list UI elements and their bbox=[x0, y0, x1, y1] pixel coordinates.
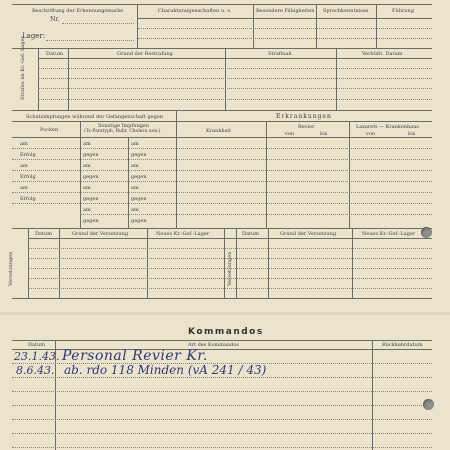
rule bbox=[28, 278, 432, 279]
lazarett-bis: bis bbox=[408, 131, 416, 137]
pocken-erfolg-2: Erfolg bbox=[20, 174, 36, 180]
rule bbox=[28, 288, 432, 289]
extra-gegen-1: gegen bbox=[131, 152, 147, 158]
versetzungen-grund-left: Grund der Versetzung bbox=[72, 231, 129, 237]
versetzungen-side-label-right: Versetzungen bbox=[227, 251, 233, 286]
rule bbox=[12, 159, 432, 160]
sonstige-am-2: am bbox=[83, 163, 91, 169]
revier-von: von bbox=[285, 131, 295, 137]
header-fuehrung: Führung bbox=[392, 8, 414, 14]
rule bbox=[28, 268, 432, 269]
sonstige-gegen-2: gegen bbox=[83, 174, 99, 180]
pocken-am-1: am bbox=[20, 141, 28, 147]
punch-hole-lower bbox=[423, 399, 434, 410]
kommandos-rueckkehr-header: Rückkehrdatum bbox=[382, 342, 423, 348]
rule bbox=[80, 121, 81, 228]
sonstige-am-4: am bbox=[83, 207, 91, 213]
rule bbox=[28, 258, 432, 259]
schutzimpfungen-title: Schutzimpfungen während der Gefangenschaft gegen bbox=[26, 114, 164, 120]
versetzungen-datum-left: Datum bbox=[35, 231, 52, 237]
header-charakter: Charakteraigenschaften u. s. bbox=[158, 8, 232, 14]
rule bbox=[12, 340, 432, 341]
kommando-entry-1-date: 23.1.43. bbox=[14, 350, 60, 363]
rule bbox=[176, 110, 177, 228]
extra-gegen-2: gegen bbox=[131, 174, 147, 180]
kommando-entry-2-text: ab. rdo 118 Minden (vA 241 / 43) bbox=[64, 363, 267, 377]
pocken-am-3: am bbox=[20, 185, 28, 191]
revier-label: Revier bbox=[298, 124, 315, 130]
pocken-erfolg-3: Erfolg bbox=[20, 196, 36, 202]
rule bbox=[376, 4, 377, 48]
rule bbox=[138, 38, 432, 39]
kommando-entry-1-text: Personal Revier Kr. bbox=[62, 348, 208, 364]
rule bbox=[137, 4, 138, 48]
rule bbox=[12, 433, 432, 434]
rule bbox=[12, 377, 432, 378]
strafen-verbuesst: Verbüßt. Datum bbox=[362, 51, 403, 57]
sonstige-am-1: am bbox=[83, 141, 91, 147]
lazarett-label: Lazarett — Krankenhaus bbox=[356, 124, 419, 130]
rule bbox=[28, 248, 432, 249]
rule bbox=[38, 68, 432, 69]
rule bbox=[12, 447, 432, 448]
rule bbox=[316, 4, 317, 48]
extra-am-4: am bbox=[131, 207, 139, 213]
rule bbox=[38, 99, 432, 100]
punch-hole-upper bbox=[421, 227, 432, 238]
strafen-datum: Datum bbox=[46, 51, 63, 57]
versetzungen-datum-right: Datum bbox=[242, 231, 259, 237]
sonstige-gegen-3: gegen bbox=[83, 196, 99, 202]
rule bbox=[12, 121, 432, 122]
lazarett-von: von bbox=[366, 131, 376, 137]
header-erkennungsmarke: Beschriftung der Erkennungsmarke bbox=[32, 8, 124, 14]
extra-am-1: am bbox=[131, 141, 139, 147]
sonstige-gegen-1: gegen bbox=[83, 152, 99, 158]
strafen-strafmass: Strafmaß bbox=[268, 51, 292, 57]
rule bbox=[12, 405, 432, 406]
rule bbox=[12, 419, 432, 420]
lager-label: Lager: bbox=[22, 32, 46, 40]
rule bbox=[12, 137, 432, 138]
rule bbox=[253, 4, 254, 48]
fold-crease bbox=[0, 312, 450, 315]
rule bbox=[12, 4, 432, 5]
rule bbox=[12, 148, 432, 149]
sonstige-sub: (Ts-Paratyph, Ruhr, Cholera usw.) bbox=[84, 129, 161, 134]
rule bbox=[12, 391, 432, 392]
rule bbox=[12, 203, 432, 204]
sonstige-am-3: am bbox=[83, 185, 91, 191]
rule bbox=[80, 214, 432, 215]
rule bbox=[12, 181, 432, 182]
kommandos-art-header: Art des Kommandos bbox=[188, 342, 239, 348]
rule bbox=[38, 88, 432, 89]
rule bbox=[266, 121, 267, 228]
rule bbox=[38, 58, 432, 59]
nr-label: Nr. bbox=[50, 16, 60, 23]
rule bbox=[12, 228, 432, 229]
extra-am-2: am bbox=[131, 163, 139, 169]
sonstige-label: Sonstige Impfungen bbox=[98, 123, 150, 129]
strafen-grund: Grund der Bestrafung bbox=[117, 51, 173, 57]
pocken-label: Pocken bbox=[40, 127, 59, 133]
nr-line bbox=[62, 23, 134, 24]
versetzungen-neues-right: Neues Kr.-Gef.-Lager bbox=[362, 231, 416, 237]
rule bbox=[12, 110, 432, 111]
kommandos-title: Kommandos bbox=[188, 327, 264, 337]
rule bbox=[138, 18, 432, 19]
versetzungen-neues-left: Neues Kr.-Gef.-Lager bbox=[156, 231, 210, 237]
rule bbox=[28, 238, 432, 239]
pocken-erfolg-1: Erfolg bbox=[20, 152, 36, 158]
kommandos-datum-header: Datum bbox=[28, 342, 45, 348]
kommando-entry-2-date: 8.6.43. bbox=[16, 364, 55, 377]
pocken-am-2: am bbox=[20, 163, 28, 169]
rule bbox=[12, 170, 432, 171]
extra-am-3: am bbox=[131, 185, 139, 191]
rule bbox=[12, 48, 432, 49]
erkrankungen-title: Erkrankungen bbox=[276, 113, 332, 120]
rule bbox=[12, 298, 432, 299]
header-faehigkeiten: Besondere Fähigkeiten bbox=[256, 8, 315, 14]
extra-gegen-3: gegen bbox=[131, 196, 147, 202]
extra-gegen-4: gegen bbox=[131, 218, 147, 224]
krankheit-label: Krankheit bbox=[206, 128, 232, 134]
versetzungen-side-label-left: Versetzungen bbox=[8, 251, 14, 286]
strafen-side-label: Strafen im Kr.-Gef.-Lager bbox=[20, 36, 26, 100]
rule bbox=[12, 192, 432, 193]
lager-line bbox=[46, 40, 134, 41]
sonstige-gegen-4: gegen bbox=[83, 218, 99, 224]
rule bbox=[349, 121, 350, 228]
versetzungen-grund-right: Grund der Versetzung bbox=[280, 231, 337, 237]
rule bbox=[38, 78, 432, 79]
revier-bis: bis bbox=[320, 131, 328, 137]
rule bbox=[138, 28, 432, 29]
header-sprachkenntnisse: Sprachkenntnisse bbox=[323, 8, 369, 14]
